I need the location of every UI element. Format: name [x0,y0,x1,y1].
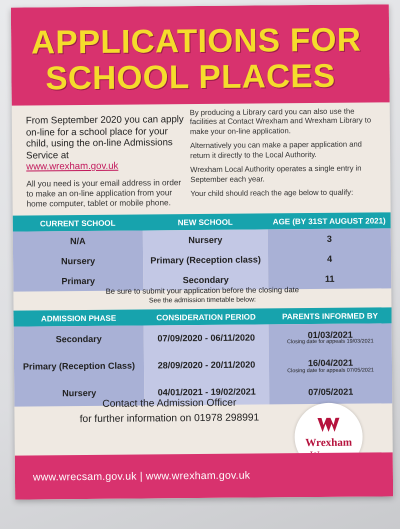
table-cell: Secondary [55,334,102,345]
table-cell: Primary [61,275,96,287]
informed-date: 07/05/2021 [308,386,354,397]
note-main: Be sure to submit your application before the closing date [105,285,300,296]
poster [11,4,393,499]
header-admission-phase: ADMISSION PHASE [40,313,117,323]
table-cell: 11 [324,273,335,284]
header-age: AGE (BY 31ST AUGUST 2021) [272,215,386,226]
table-cell: 07/09/2020 - 06/11/2020 [157,332,256,344]
header-consideration-period: CONSIDERATION PERIOD [156,312,256,322]
intro-right-p4: Your child should reach the age below to qualify: [190,188,354,199]
informed-date: 16/04/2021 [307,357,354,369]
intro-left [26,114,187,210]
contact-line-2: for further information on 01978 298991 [79,412,260,426]
closing-date-note [13,284,391,307]
table-cell [308,387,353,397]
wrexham-link[interactable]: www.wrexham.gov.uk [26,160,119,173]
current-school-column [13,231,144,292]
intro-right-p3: Wrexham Local Authority operates a single entry in September each year. [190,164,362,185]
table-cell: Secondary [182,274,229,286]
table-cell: Nursery [61,255,96,267]
note-sub: See the admission timetable below: [148,296,256,305]
table-cell: 3 [326,233,332,244]
appeal-note: Closing date for appeals 19/03/2021 [286,338,374,346]
intro-main-text: From September 2020 you can apply on-line for a school place for your child, using the on-line Admissions Service at [25,114,184,162]
footer-banner [15,452,393,499]
period-column [144,324,270,405]
footer-urls[interactable]: www.wrecsam.gov.uk | www.wrexham.gov.uk [32,469,251,484]
header-new-school: NEW SCHOOL [177,217,233,227]
title-line-1: APPLICATIONS FOR [30,20,362,61]
header-parents-informed: PARENTS INFORMED BY [282,310,379,321]
informed-date: 01/03/2021 [307,329,353,340]
table-cell: Primary (Reception class) [150,254,261,266]
intro-right-p1: By producing a Library card you can also use the facilities at Contact Wrexham and Wrexham Library to make your on-line application. [189,106,372,137]
table-cell: 04/01/2021 - 19/02/2021 [157,386,256,398]
age-table-body [13,228,392,291]
table-cell: N/A [70,236,86,247]
age-column [268,228,392,289]
table-cell: 28/09/2020 - 20/11/2020 [157,359,256,371]
table-cell: Nursery [188,234,223,246]
timetable-body [14,323,393,406]
phase-column [14,326,145,407]
age-table [13,212,392,291]
table-cell [287,359,374,375]
intro-right [190,106,381,204]
intro-right-p2: Alternatively you can make a paper application and return it directly to the Local Authority. [190,140,362,161]
header-banner [11,4,390,105]
header-current-school: CURRENT SCHOOL [39,218,116,228]
table-cell: 4 [327,253,333,264]
table-cell: Primary (Reception Class) [22,360,136,372]
dragon-crest-icon [313,413,343,437]
appeal-note: Closing date for appeals 07/05/2021 [287,367,374,374]
table-cell [287,330,374,346]
table-cell: Nursery [62,387,97,398]
informed-column [269,323,393,404]
contact-info [54,395,284,428]
title-line-2: SCHOOL PLACES [45,56,336,97]
new-school-column [143,229,269,290]
logo-word-wrexham: Wrexham [305,436,353,449]
intro-small-text: All you need is your email address in order to make an on-line application from your home computer, tablet or mobile phone. [26,178,182,210]
admission-timetable [14,307,393,406]
contact-line-1: Contact the Admission Officer [102,397,237,410]
